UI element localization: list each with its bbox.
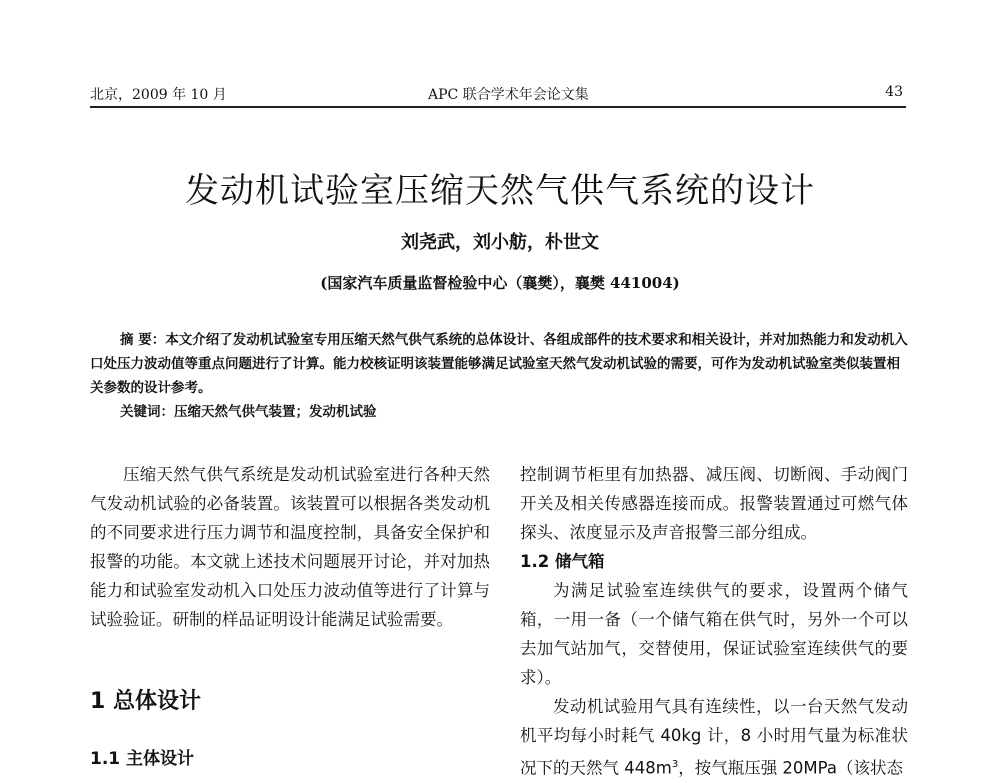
abstract-text: 本文介绍了发动机试验室专用压缩天然气供气系统的总体设计、各组成部件的技术要求和相关设计，并对加热能力和发动机入口处压力波动值等重点问题进行了计算。能力校核证明该装置能够满足试验室天然气发动机试验的需要，可作为发动机试验室类似装置相关参数的设计参考。 xyxy=(90,332,908,396)
control-cabinet-paragraph: 控制调节柜里有加热器、减压阀、切断阀、手动阀门开关及相关传感器连接而成。报警装置通过可燃气体探头、浓度显示及声音报警三部分组成。 xyxy=(520,465,908,542)
header-divider xyxy=(90,106,906,108)
paper-authors: 刘尧武，刘小舫，朴世文 xyxy=(401,232,599,253)
consumption-paragraph xyxy=(520,692,908,783)
consumption-text-a: 发动机试验用气具有连续性，以一台天然气发动机平均每小时耗气 40kg 计，8 小时用气量为标准状况下的天然气 448m xyxy=(520,697,908,778)
header-proceedings: APC 联合学术年会论文集 xyxy=(428,87,589,103)
paper-affiliation: (国家汽车质量监督检验中心（襄樊），襄樊 441004) xyxy=(320,274,680,292)
keywords-text: 压缩天然气供气装置；发动机试验 xyxy=(174,404,377,420)
storage-paragraph: 为满足试验室连续供气的要求，设置两个储气箱，一用一备（一个储气箱在供气时，另外一个可以去加气站加气，交替使用，保证试验室连续供气的要求）。 xyxy=(520,581,908,687)
header-date: 北京，2009 年 10 月 xyxy=(90,87,227,103)
section-1-1-heading: 1.1 主体设计 xyxy=(90,749,195,769)
abstract-label: 摘 要： xyxy=(120,332,166,348)
abstract-paragraph xyxy=(90,328,908,400)
abstract-block xyxy=(90,328,908,424)
page-number: 43 xyxy=(885,84,903,100)
running-header xyxy=(90,84,905,106)
intro-paragraph: 压缩天然气供气系统是发动机试验室进行各种天然气发动机试验的必备装置。该装置可以根据各类发动机的不同要求进行压力调节和温度控制，具备安全保护和报警的功能。本文就上述技术问题展开讨论，并对加热能力和试验室发动机入口处压力波动值等进行了计算与试验验证。研制的样品证明设计能满足试验需要。 xyxy=(90,465,490,629)
right-column xyxy=(520,460,908,783)
paper-title: 发动机试验室压缩天然气供气系统的设计 xyxy=(185,171,815,211)
left-column xyxy=(90,460,490,634)
section-1-2-heading: 1.2 储气箱 xyxy=(520,552,605,571)
section-1-heading: 1 总体设计 xyxy=(90,689,201,714)
keywords-label: 关键词： xyxy=(120,404,174,420)
cubic-superscript: 3 xyxy=(671,759,679,770)
consumption-text-b: ，按气瓶压强 20MPa（该状态 xyxy=(678,758,903,778)
keywords-paragraph xyxy=(90,400,908,424)
